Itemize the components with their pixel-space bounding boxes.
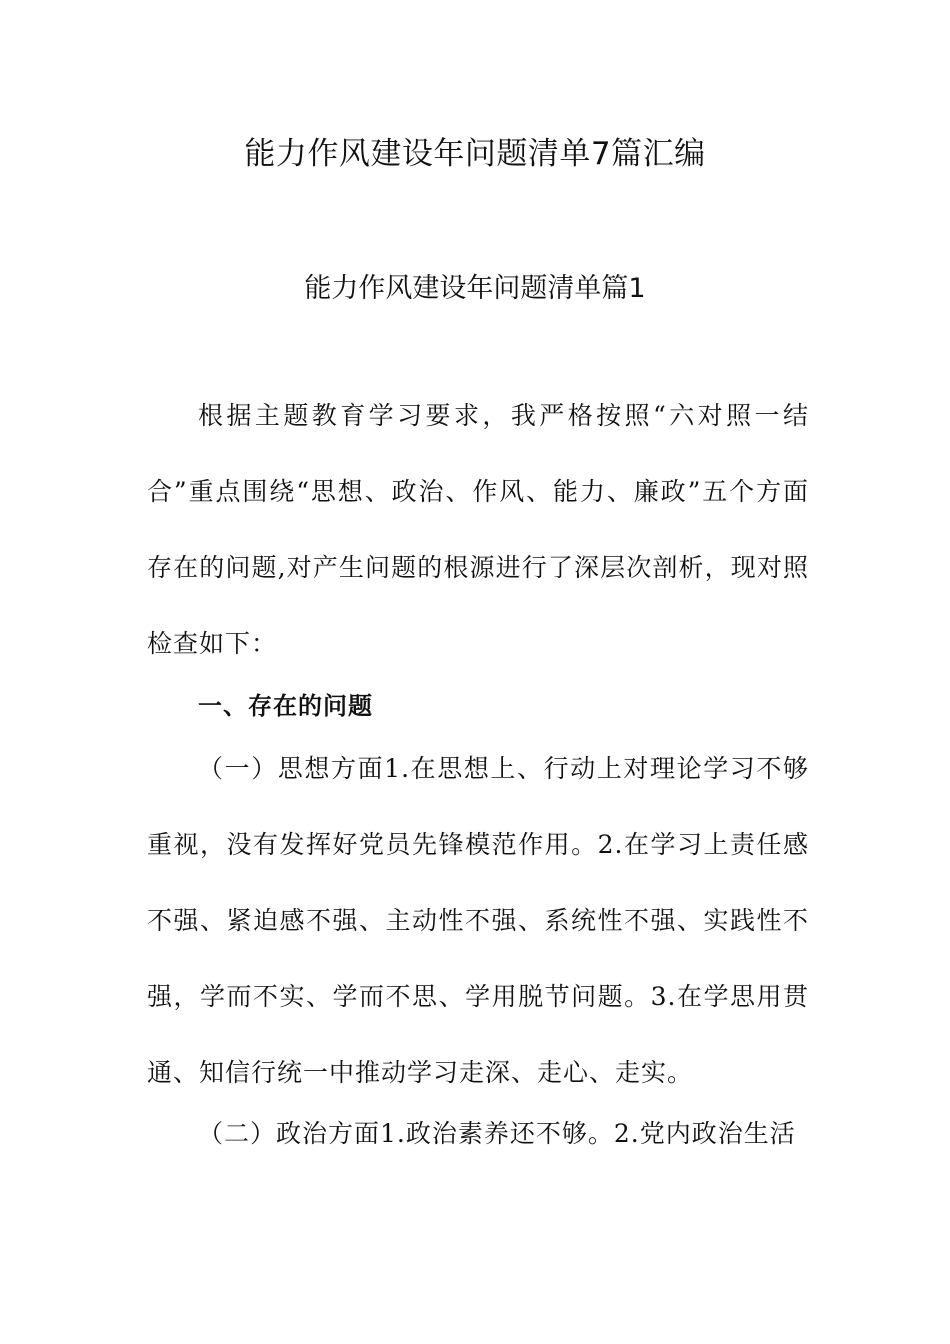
section-heading: 一、存在的问题 — [198, 692, 373, 720]
document-subtitle: 能力作风建设年问题清单篇1 — [304, 273, 646, 304]
item-politics-paragraph: （二）政治方面1.政治素养还不够。2.党内政治生活 — [198, 1119, 796, 1148]
item-thought-paragraph: （一）思想方面1.在思想上、行动上对理论学习不够重视，没有发挥好党员先锋模范作用。2.在学习上责任感不强、紧迫感不强、主动性不强、系统性不强、实践性不强，学而不实、学而不思、学用脱节问题。3.在学思用贯通、知信行统一中推动学习走深、走心、走实。 — [147, 754, 809, 1087]
document-title: 能力作风建设年问题清单7篇汇编 — [244, 136, 706, 172]
intro-paragraph: 根据主题教育学习要求，我严格按照“六对照一结合”重点围绕“思想、政治、作风、能力、廉政”五个方面存在的问题,对产生问题的根源进行了深层次剖析，现对照检查如下： — [147, 401, 809, 658]
